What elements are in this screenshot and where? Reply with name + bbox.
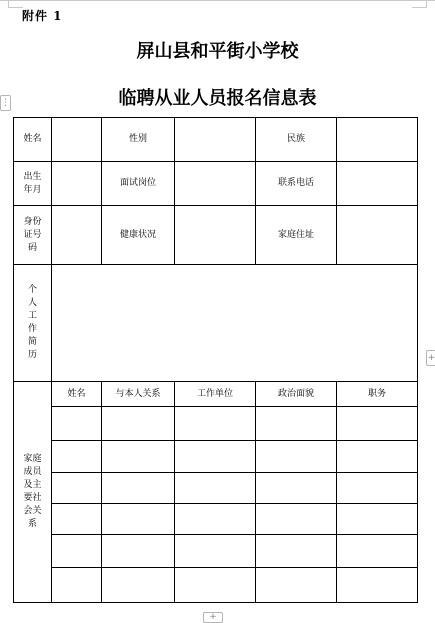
resume-label: 个人工作简历 [27,285,37,360]
family-cell[interactable] [256,441,337,473]
family-header-workplace: 工作单位 [175,382,256,407]
page-corner-mark-left [8,0,23,8]
family-cell[interactable] [337,441,418,473]
family-cell[interactable] [337,535,418,568]
family-cell[interactable] [337,407,418,441]
family-cell[interactable] [175,535,256,568]
family-cell[interactable] [175,504,256,535]
family-label: 家庭成员及主要社会关系 [23,454,42,529]
attachment-label: 附件 1 [22,9,63,23]
address-value-cell[interactable] [337,206,418,265]
position-value-cell[interactable] [175,162,256,206]
family-cell[interactable] [256,407,337,441]
family-cell[interactable] [256,473,337,504]
family-row [14,473,418,504]
form-title: 临聘从业人员报名信息表 [118,88,317,109]
family-cell[interactable] [102,568,175,603]
family-cell[interactable] [52,504,102,535]
form-row-basic-1 [14,118,418,162]
id-label: 身份证号码 [23,216,42,253]
name-value-cell[interactable] [52,118,102,162]
family-cell[interactable] [175,568,256,603]
birth-value-cell[interactable] [52,162,102,206]
health-label: 健康状况 [102,206,175,265]
family-header-name: 姓名 [52,382,102,407]
family-row [14,441,418,473]
family-cell[interactable] [102,504,175,535]
family-cell[interactable] [52,473,102,504]
add-row-icon[interactable]: + [203,612,223,623]
form-row-basic-3 [14,206,418,265]
family-header-relation: 与本人关系 [102,382,175,407]
address-label: 家庭住址 [256,206,337,265]
gender-value-cell[interactable] [175,118,256,162]
birth-label-cell [14,162,52,206]
family-cell[interactable] [337,504,418,535]
id-value-cell[interactable] [52,206,102,265]
name-label: 姓名 [14,118,52,162]
family-cell[interactable] [175,441,256,473]
family-row [14,504,418,535]
family-cell[interactable] [52,407,102,441]
registration-form-table [13,117,418,603]
ethnicity-label: 民族 [256,118,337,162]
family-cell[interactable] [52,535,102,568]
family-header-row [14,382,418,407]
position-label: 面试岗位 [102,162,175,206]
family-header-title: 职务 [337,382,418,407]
form-row-resume [14,265,418,382]
family-row [14,535,418,568]
family-row [14,568,418,603]
family-cell[interactable] [256,504,337,535]
page-corner-mark-right [412,0,427,8]
id-label-cell [14,206,52,265]
phone-label: 联系电话 [256,162,337,206]
family-header-political-status: 政治面貌 [256,382,337,407]
family-row [14,407,418,441]
add-column-icon[interactable]: + [426,350,435,366]
family-cell[interactable] [175,407,256,441]
form-row-basic-2 [14,162,418,206]
drag-handle-icon[interactable]: ⋮ [0,95,11,111]
school-title: 屏山县和平街小学校 [136,41,299,62]
family-label-cell [14,382,52,603]
family-cell[interactable] [52,441,102,473]
family-cell[interactable] [337,473,418,504]
gender-label: 性别 [102,118,175,162]
family-cell[interactable] [337,568,418,603]
family-cell[interactable] [52,568,102,603]
family-cell[interactable] [256,568,337,603]
phone-value-cell[interactable] [337,162,418,206]
family-cell[interactable] [102,473,175,504]
family-cell[interactable] [102,407,175,441]
birth-label: 出生年月 [23,171,42,195]
resume-label-cell [14,265,52,382]
family-cell[interactable] [102,441,175,473]
resume-value-cell[interactable] [52,265,418,382]
family-cell[interactable] [175,473,256,504]
family-cell[interactable] [102,535,175,568]
health-value-cell[interactable] [175,206,256,265]
ethnicity-value-cell[interactable] [337,118,418,162]
page-top-edge [0,0,435,4]
family-cell[interactable] [256,535,337,568]
